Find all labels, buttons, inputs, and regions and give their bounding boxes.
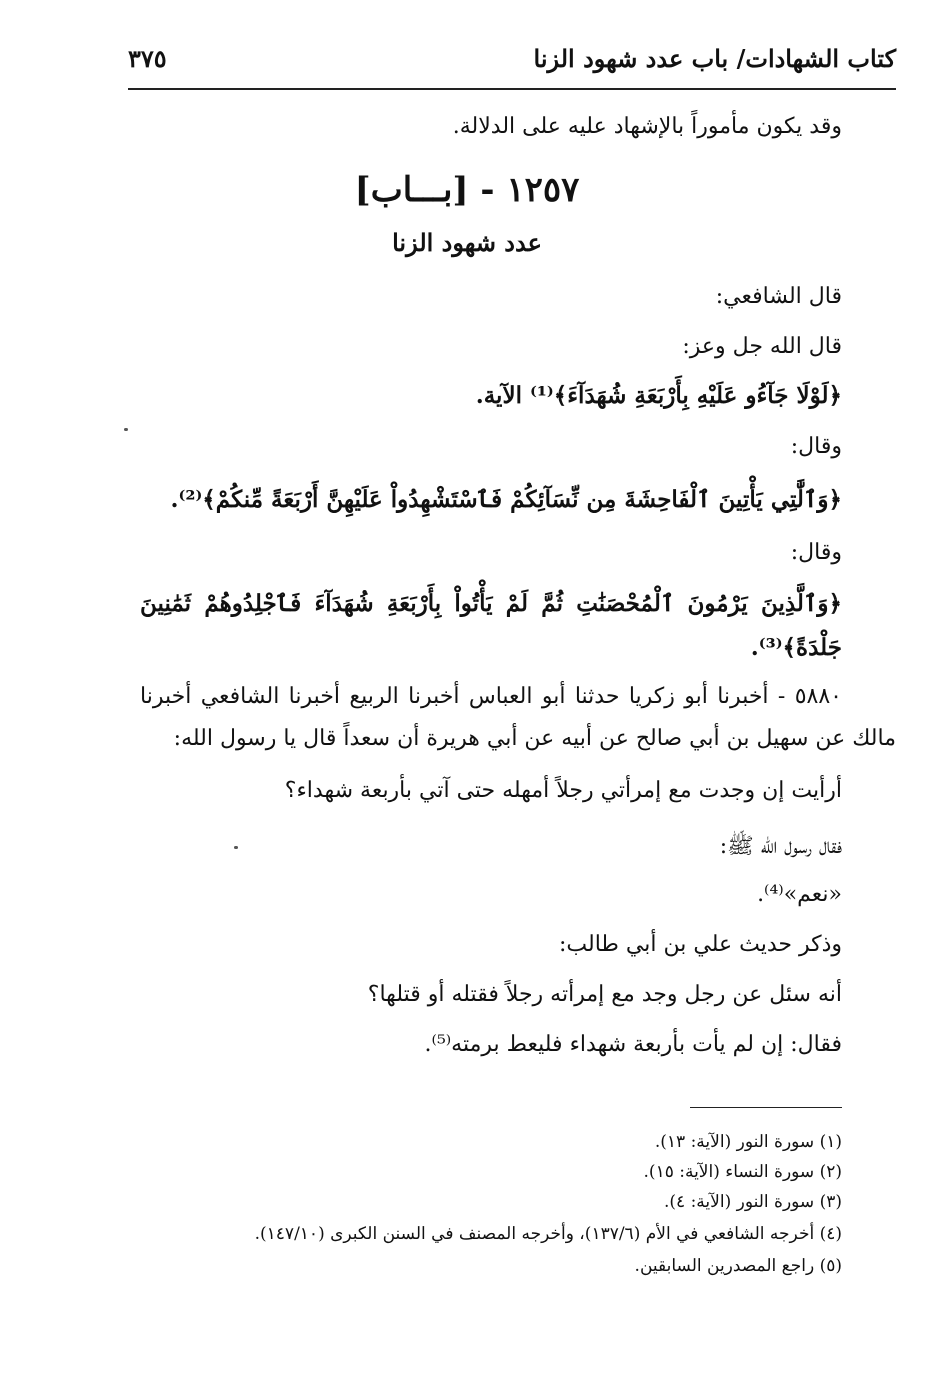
text-line-4: وقال: (790, 434, 842, 459)
scan-speck (124, 428, 128, 431)
text-line-13: «نعم»⁽⁴⁾. (757, 882, 842, 907)
text-line-14: وذكر حديث علي بن أبي طالب: (559, 932, 842, 957)
running-header (128, 38, 896, 78)
text-line-16: فقال: إن لم يأت بأربعة شهداء فليعط برمته⁽⁵⁾. (424, 1032, 842, 1057)
text-line-11: أرأيت إن وجدت مع إمرأتي رجلاً أمهله حتى آتي بأربعة شهداء؟ (284, 778, 842, 803)
page-number: ٣٧٥ (128, 43, 167, 73)
text-line-15: أنه سئل عن رجل وجد مع إمرأته رجلاً فقتله أو قتلها؟ (367, 982, 842, 1007)
footnote-2: (٢) سورة النساء (الآية: ١٥). (643, 1162, 842, 1182)
verse-line-1: ﴿لَوْلَا جَآءُو عَلَيْهِ بِأَرْبَعَةِ شُهَدَآءَ﴾⁽¹⁾ الآية. (475, 382, 842, 409)
header-rule (128, 88, 896, 90)
text-line-2: قال الله جل وعز: (682, 334, 842, 359)
hadith-line-2: مالك عن سهيل بن أبي صالح عن أبيه عن أبي هريرة أن سعداً قال يا رسول الله: (173, 726, 896, 751)
footnote-3: (٣) سورة النور (الآية: ٤). (663, 1192, 842, 1212)
footnote-4: (٤) أخرجه الشافعي في الأم (١٣٧/٦)، وأخرجه المصنف في السنن الكبرى (١٤٧/١٠). (254, 1224, 842, 1244)
intro-line: وقد يكون مأموراً بالإشهاد عليه على الدلالة. (452, 114, 842, 139)
chapter-number-title: ١٢٥٧ - [بـــاب] (354, 170, 580, 210)
header-title: كتاب الشهادات/ باب عدد شهود الزنا (533, 43, 896, 73)
verse-line-2: ﴿وَٱلَّٰتِي يَأْتِينَ ٱلْفَاحِشَةَ مِن نِّسَآئِكُمْ فَٱسْتَشْهِدُواْ عَلَيْهِنَّ أَرْبَعَةً مِّنكُمْ﴾⁽²⁾. (170, 486, 842, 513)
hadith-line-1: ٥٨٨٠ - أخبرنا أبو زكريا حدثنا أبو العباس أخبرنا الربيع أخبرنا الشافعي أخبرنا (140, 684, 842, 709)
footnote-separator (690, 1107, 842, 1108)
footnote-1: (١) سورة النور (الآية: ١٣). (654, 1132, 842, 1152)
verse-line-3-end: جَلْدَةً﴾⁽³⁾. (750, 634, 842, 661)
scan-speck (234, 846, 238, 849)
chapter-subtitle: عدد شهود الزنا (392, 228, 542, 257)
text-line-1: قال الشافعي: (715, 284, 842, 309)
verse-line-3: ﴿وَٱلَّذِينَ يَرْمُونَ ٱلْمُحْصَنَٰتِ ثُمَّ لَمْ يَأْتُواْ بِأَرْبَعَةِ شُهَدَآءَ فَٱجْلِدُوهُمْ ثَمَٰنِينَ (140, 590, 842, 617)
footnote-5: (٥) راجع المصدرين السابقين. (634, 1256, 842, 1276)
text-line-6: وقال: (790, 540, 842, 565)
text-line-12: فقال رسول الله ﷺ: (719, 834, 842, 859)
